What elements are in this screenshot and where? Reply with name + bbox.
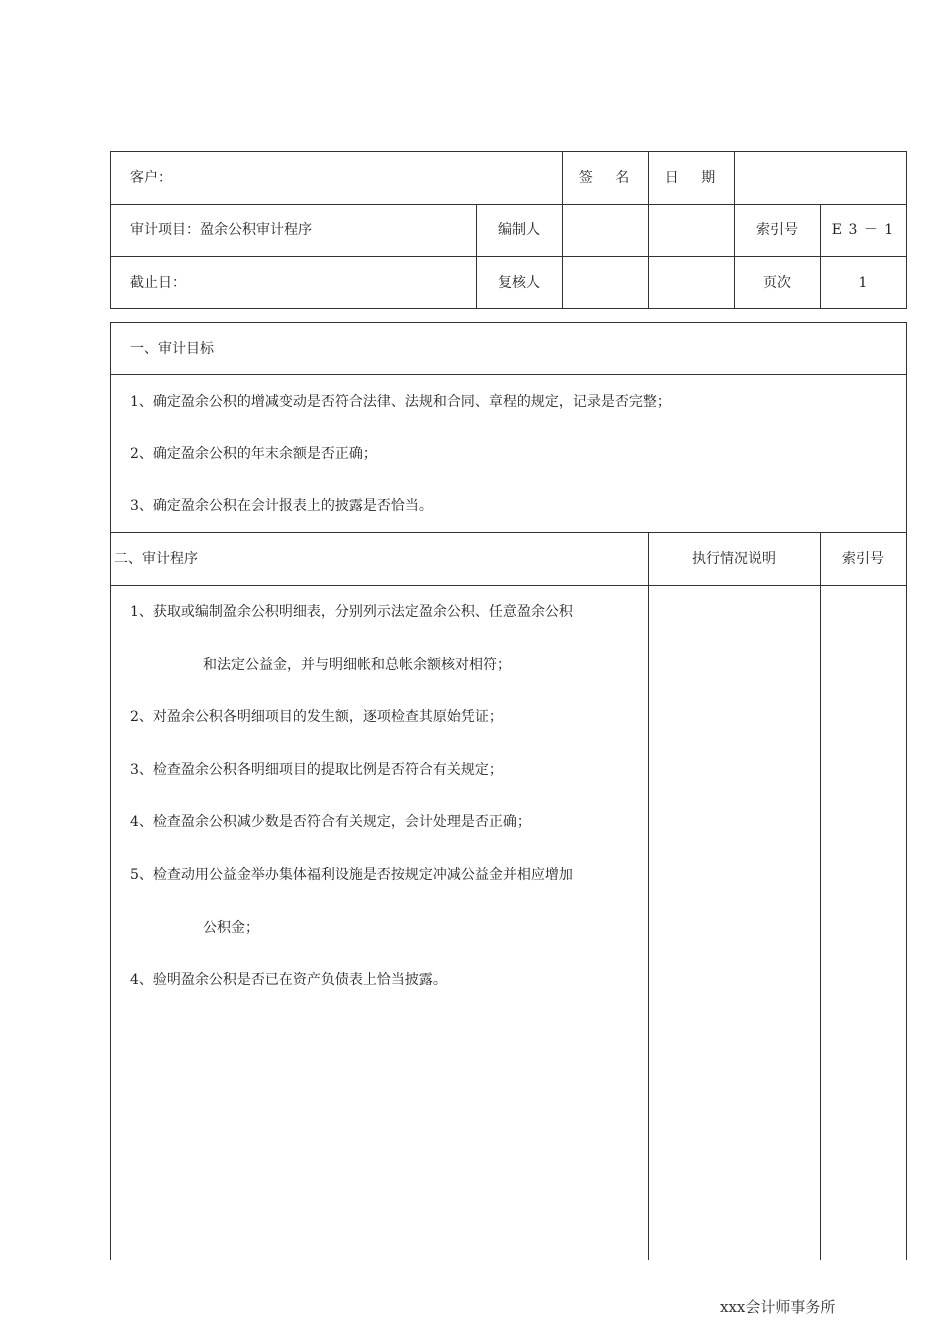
procedure-line: 公积金； [203,920,259,936]
main-col-divider [820,532,821,1260]
header-row-divider [110,256,907,257]
objectives-title: 一、审计目标 [130,341,214,357]
main-row-divider [110,585,907,586]
page-value: 1 [858,275,868,291]
procedures-title: 二、审计程序 [114,551,198,567]
procedure-line: 5、检查动用公益金举办集体福利设施是否按规定冲减公益金并相应增加 [130,867,573,883]
header-border-right [906,151,907,309]
procedure-line: 4、验明盈余公积是否已在资产负债表上恰当披露。 [130,972,447,988]
objective-item: 2、确定盈余公积的年末余额是否正确； [130,446,377,462]
header-border-top [110,151,907,152]
client-label: 客户： [130,170,172,186]
objective-item: 3、确定盈余公积在会计报表上的披露是否恰当。 [130,498,433,514]
index-value: E 3 － 1 [831,222,895,238]
objective-item: 1、确定盈余公积的增减变动是否符合法律、法规和合同、章程的规定，记录是否完整； [130,394,671,410]
procedure-index-header: 索引号 [842,551,884,567]
header-border-bottom [110,308,907,309]
sign-label: 签 名 [578,170,632,186]
main-col-divider [648,532,649,1260]
preparer-label: 编制人 [498,222,540,238]
index-label: 索引号 [756,222,798,238]
procedure-line: 4、检查盈余公积减少数是否符合有关规定，会计处理是否正确； [130,814,531,830]
reviewer-label: 复核人 [498,275,540,291]
audit-project-label: 审计项目：盈余公积审计程序 [130,222,312,238]
cutoff-date-label: 截止日： [130,275,186,291]
main-row-divider [110,532,907,533]
page-label: 页次 [763,275,791,291]
main-row-divider [110,374,907,375]
main-border-top [110,322,907,323]
header-border-left [110,151,111,309]
procedure-line: 2、对盈余公积各明细项目的发生额，逐项检查其原始凭证； [130,709,503,725]
procedure-line: 3、检查盈余公积各明细项目的提取比例是否符合有关规定； [130,762,503,778]
procedure-line: 1、获取或编制盈余公积明细表，分别列示法定盈余公积、任意盈余公积 [130,604,573,620]
main-border-left [110,322,111,1260]
main-border-right [906,322,907,1260]
procedure-line: 和法定公益金，并与明细帐和总帐余额核对相符； [203,657,511,673]
header-row-divider [110,204,907,205]
firm-name-footer: xxx会计师事务所 [720,1298,836,1316]
execution-notes-header: 执行情况说明 [692,551,776,567]
date-label: 日 期 [664,170,718,186]
